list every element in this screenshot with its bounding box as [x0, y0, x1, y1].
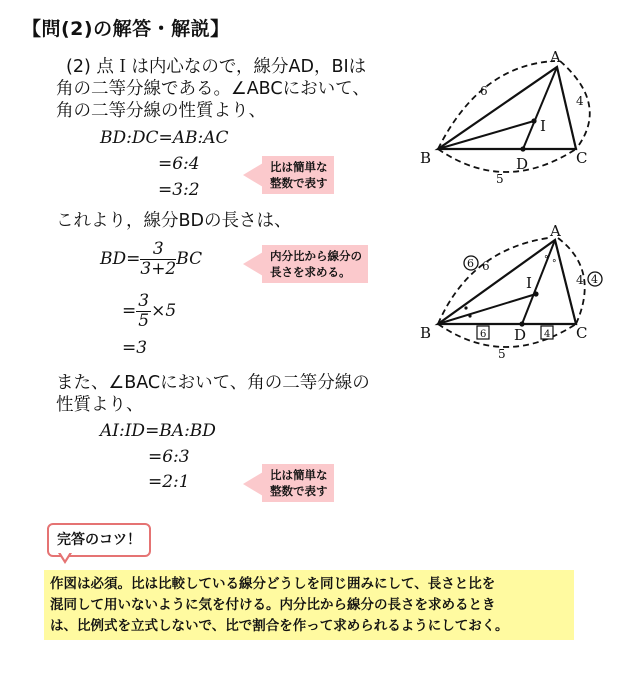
note-1-arrow — [243, 163, 263, 187]
fig1-point-d — [520, 146, 525, 151]
note-2-line-2: 長さを求める。 — [270, 265, 351, 279]
fig2-arc-bc — [438, 324, 576, 347]
eq2-frac2-tail: ×5 — [151, 301, 177, 321]
fig1-label-c: C — [576, 149, 588, 167]
eq2-line-2 — [122, 292, 176, 331]
fig2-len-ab: 6 — [482, 259, 490, 273]
eq1-line-2: =6:4 — [158, 154, 200, 174]
fig2-angle-mark-a2: ° — [552, 259, 557, 269]
tip-line-2: 混同して用いないように気を付ける。内分比から線分の長さを求めるとき — [50, 597, 496, 613]
triangle-figure-1 — [410, 45, 610, 195]
note-1-line-1: 比は簡単な — [270, 160, 328, 174]
eq2-fraction-2 — [136, 292, 151, 331]
fig1-label-b: B — [420, 149, 432, 167]
fig2-segment-bi — [438, 294, 536, 324]
fig1-arc-ac — [560, 61, 590, 149]
intro-line-3: 角の二等分線の性質より、 — [56, 101, 266, 121]
fig2-angle-mark-b2 — [468, 314, 471, 317]
bac-intro-line-1: また、∠BACにおいて、角の二等分線の — [56, 373, 370, 393]
fig2-len-bc: 5 — [498, 347, 506, 361]
tip-box — [44, 570, 574, 640]
note-2-line-1: 内分比から線分の — [270, 249, 362, 263]
fig1-segment-bi — [438, 121, 534, 149]
fig1-triangle — [438, 67, 576, 149]
fig2-point-i — [533, 291, 538, 296]
kotsu-callout-tail-inner — [60, 552, 70, 560]
fig2-len-ac: 4 — [576, 273, 584, 287]
tip-line-1: 作図は必須。比は比較している線分どうしを同じ囲みにして、長さと比を — [50, 576, 496, 592]
eq2-frac2-den: 5 — [138, 311, 150, 331]
note-3 — [262, 464, 334, 502]
note-3-line-1: 比は簡単な — [270, 468, 328, 482]
eq3-line-3: =2:1 — [148, 472, 190, 492]
eq2-frac2-num: 3 — [138, 291, 150, 311]
fig2-label-i: I — [526, 274, 532, 292]
fig2-triangle — [438, 240, 576, 324]
eq2-frac1-tail: BC — [176, 249, 203, 269]
eq2-frac1-num: 3 — [140, 240, 176, 260]
kotsu-callout: 完答のコツ！ — [47, 523, 151, 557]
fig1-len-bc: 5 — [496, 172, 504, 186]
note-2 — [262, 245, 368, 283]
eq1-line-3: =3:2 — [158, 180, 200, 200]
fig2-angle-mark-b1 — [464, 306, 467, 309]
fig1-label-a: A — [550, 48, 561, 66]
fig2-box-bd-text: 6 — [480, 329, 487, 340]
eq2-frac1-den: 3+2 — [140, 259, 177, 279]
page-title: 【問(2)の解答・解説】 — [22, 18, 230, 40]
tip-line-3: は、比例式を立式しないで、比で割合を作って求められるようにしておく。 — [50, 618, 509, 634]
fig1-arc-bc — [438, 149, 576, 172]
fig2-box-dc-text: 4 — [544, 329, 551, 340]
fig2-label-c: C — [576, 324, 588, 342]
eq2-fraction-1 — [140, 240, 176, 279]
bd-intro: これより，線分BDの長さは、 — [56, 211, 292, 231]
eq2-result: =3 — [122, 338, 148, 358]
fig2-circle-ab-text: 6 — [467, 257, 474, 270]
fig2-label-d: D — [514, 326, 527, 344]
fig1-len-ac: 4 — [576, 94, 584, 108]
note-3-line-2: 整数で表す — [270, 484, 328, 498]
fig2-angle-mark-a1: ° — [544, 255, 549, 265]
fig1-label-d: D — [516, 155, 529, 173]
eq1-line-1: BD:DC=AB:AC — [100, 128, 229, 148]
note-1-line-2: 整数で表す — [270, 176, 328, 190]
eq3-line-1: AI:ID=BA:BD — [100, 421, 216, 441]
fig1-len-ab: 6 — [480, 84, 488, 98]
note-3-arrow — [243, 472, 263, 496]
eq2-line-1 — [100, 240, 202, 279]
bac-intro-line-2: 性質より、 — [56, 395, 144, 415]
eq2-eq-sign: = — [122, 301, 137, 321]
fig2-label-a: A — [550, 222, 561, 240]
fig1-label-i: I — [540, 117, 546, 135]
fig2-circle-ac-text: 4 — [591, 273, 598, 286]
fig1-point-i — [531, 118, 536, 123]
note-1 — [262, 156, 334, 194]
intro-line-2: 角の二等分線である。∠ABCにおいて、 — [56, 79, 370, 99]
eq2-lhs: BD= — [100, 249, 141, 269]
triangle-figure-2 — [410, 220, 610, 370]
eq3-line-2: =6:3 — [148, 447, 190, 467]
fig2-label-b: B — [420, 324, 432, 342]
intro-line-1: (2) 点Ｉは内心なので，線分AD，BIは — [66, 57, 367, 77]
note-2-arrow — [243, 252, 263, 276]
